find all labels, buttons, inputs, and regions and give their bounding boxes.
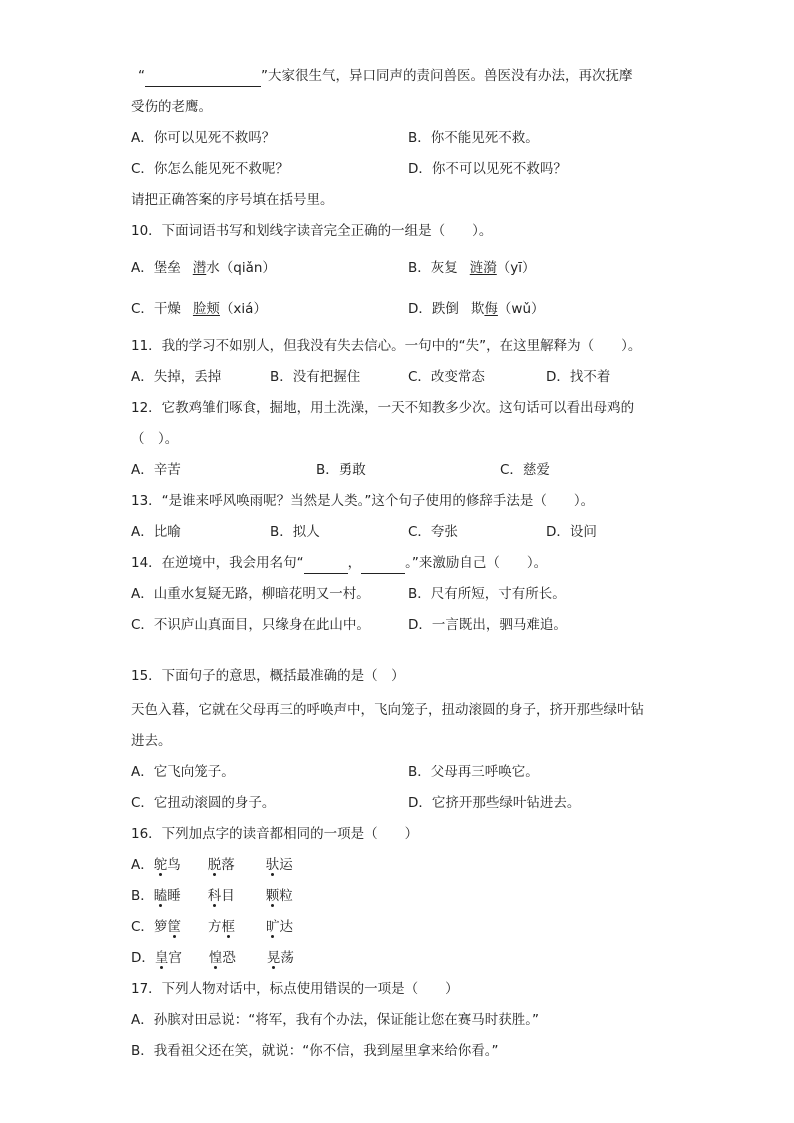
q17-stem: 17．下列人物对话中，标点使用错误的一项是（ ）: [131, 981, 459, 997]
q13-stem: 13．“是谁来呼风唤雨呢？当然是人类。”这个句子使用的修辞手法是（ ）。: [131, 493, 595, 509]
q15-passage-line2: 进去。: [131, 733, 172, 749]
answer-blank: [145, 66, 261, 87]
q12-stem: 12．它教鸡雏们啄食，掘地，用土洗澡，一天不知教多少次。这句话可以看出母鸡的: [131, 400, 635, 416]
q17-option-a: A．孙膑对田忌说：“将军，我有个办法，保证能让您在赛马时获胜。”: [131, 1012, 539, 1028]
q14-option-d: D．一言既出，驷马难追。: [408, 617, 567, 633]
q14-option-b: B．尺有所短，寸有所长。: [408, 586, 566, 602]
q16-option-b: B．瞌睡 科目 颗粒: [131, 888, 293, 904]
q14-option-c: C．不识庐山真面目，只缘身在此山中。: [131, 617, 370, 633]
q9-stem: “ ”大家很生气，异口同声的责问兽医。兽医没有办法，再次抚摩: [138, 66, 633, 86]
q16-option-d: D．皇宫 惶恐 晃荡: [131, 950, 294, 966]
q10-stem: 10．下面词语书写和划线字读音完全正确的一组是（ ）。: [131, 223, 493, 239]
q15-stem: 15．下面句子的意思，概括最准确的是（ ）: [131, 668, 405, 684]
q11-option-c: C．改变常态: [408, 369, 485, 385]
q12-stem-line2: （ ）。: [131, 431, 179, 447]
q9-option-d: D．你不可以见死不救吗？: [408, 161, 567, 177]
q9-stem-line2: 受伤的老鹰。: [131, 99, 212, 115]
answer-blank: [361, 553, 405, 574]
q13-option-c: C．夸张: [408, 524, 458, 540]
q17-option-b: B．我看祖父还在笑，就说：“你不信，我到屋里拿来给你看。”: [131, 1043, 499, 1059]
q14-stem: 14．在逆境中，我会用名句“ ， 。”来激励自己（ ）。: [131, 553, 547, 573]
q15-option-d: D．它挤开那些绿叶钻进去。: [408, 795, 581, 811]
q10-option-a: A．堡垒 潜水（qiǎn）: [131, 260, 276, 276]
q12-option-b: B．勇敢: [316, 462, 366, 478]
q11-option-b: B．没有把握住: [270, 369, 361, 385]
q10-option-d: D．跌倒 欺侮（wǔ）: [408, 301, 545, 317]
q9-option-c: C．你怎么能见死不救呢？: [131, 161, 289, 177]
q13-option-a: A．比喻: [131, 524, 181, 540]
q13-option-d: D．设问: [546, 524, 597, 540]
q9-instruction: 请把正确答案的序号填在括号里。: [131, 192, 334, 208]
answer-blank: [304, 553, 348, 574]
q10-option-b: B．灰复 涟漪（yī）: [408, 260, 536, 276]
q15-option-c: C．它扭动滚圆的身子。: [131, 795, 276, 811]
q16-option-c: C．箩筐 方框 旷达: [131, 919, 293, 935]
q12-option-c: C．慈爱: [500, 462, 550, 478]
q13-option-b: B．拟人: [270, 524, 320, 540]
q11-option-a: A．失掉，丢掉: [131, 369, 222, 385]
q12-option-a: A．辛苦: [131, 462, 181, 478]
q9-option-a: A．你可以见死不救吗？: [131, 130, 276, 146]
q10-option-c: C．干燥 脸颊（xiá）: [131, 301, 267, 317]
q9-option-b: B．你不能见死不救。: [408, 130, 539, 146]
q14-option-a: A．山重水复疑无路，柳暗花明又一村。: [131, 586, 370, 602]
q16-stem: 16．下列加点字的读音都相同的一项是（ ）: [131, 826, 419, 842]
q16-option-a: A．鸵鸟 脱落 驮运: [131, 857, 293, 873]
q11-option-d: D．找不着: [546, 369, 611, 385]
q15-option-b: B．父母再三呼唤它。: [408, 764, 539, 780]
q15-passage: 天色入暮，它就在父母再三的呼唤声中，飞向笼子，扭动滚圆的身子，挤开那些绿叶钻: [131, 702, 644, 718]
q15-option-a: A．它飞向笼子。: [131, 764, 235, 780]
q11-stem: 11．我的学习不如别人，但我没有失去信心。一句中的“失”，在这里解释为（ ）。: [131, 338, 642, 354]
